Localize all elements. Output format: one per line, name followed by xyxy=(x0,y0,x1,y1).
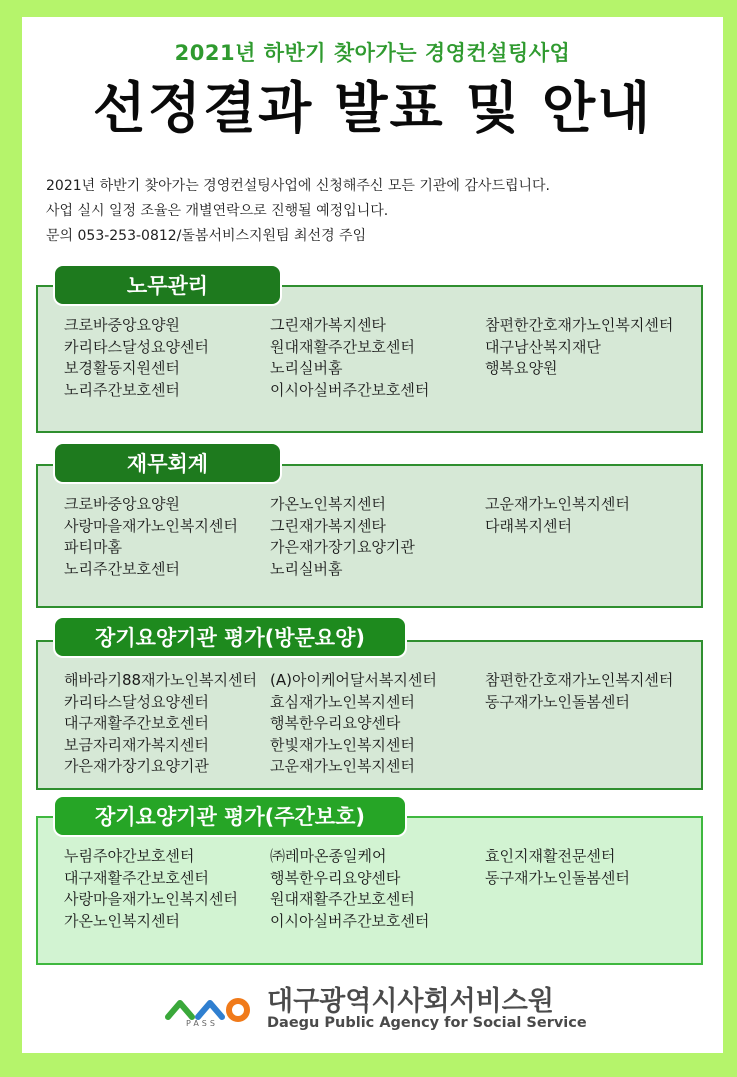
facility-item: 노리실버홈 xyxy=(270,559,343,578)
facility-column xyxy=(270,494,485,580)
facility-item: 크로바중앙요양원 xyxy=(64,495,180,513)
facility-item: 동구재가노인돌봄센터 xyxy=(485,868,630,887)
section-day-care-evaluation xyxy=(36,816,703,965)
facility-columns xyxy=(64,670,704,778)
facility-item: 다래복지센터 xyxy=(485,516,572,535)
facility-item: 그린재가복지센타 xyxy=(270,516,386,535)
intro-line: 문의 053-253-0812/돌봄서비스지원팀 최선경 주임 xyxy=(46,228,367,244)
facility-column xyxy=(485,846,695,932)
facility-item: 대구재활주간보호센터 xyxy=(64,714,209,732)
organization-name-english: Daegu Public Agency for Social Service xyxy=(267,1015,587,1031)
facility-item: 누림주야간보호센터 xyxy=(64,847,195,865)
intro-line: 사업 실시 일정 조율은 개별연락으로 진행될 예정입니다. xyxy=(46,203,389,219)
facility-column xyxy=(64,494,270,580)
facility-item: 원대재활주간보호센터 xyxy=(270,337,415,356)
facility-item: 행복한우리요양센타 xyxy=(270,868,401,887)
facility-item: 가온노인복지센터 xyxy=(64,911,180,930)
facility-column xyxy=(270,315,485,401)
facility-item: 노리주간보호센터 xyxy=(64,380,180,399)
facility-item: 카리타스달성요양센터 xyxy=(64,337,209,356)
facility-item: 가은재가장기요양기관 xyxy=(270,538,415,556)
facility-columns xyxy=(64,846,704,932)
section-label-labor: 노무관리 xyxy=(55,266,280,304)
facility-item: 참편한간호재가노인복지센터 xyxy=(485,316,674,334)
facility-item: ㈜레마온종일케어 xyxy=(270,847,387,865)
facility-item: 파티마홈 xyxy=(64,538,122,556)
organization-logo xyxy=(164,979,587,1043)
facility-column xyxy=(64,846,270,932)
intro-text xyxy=(46,174,706,249)
facility-column xyxy=(485,315,695,401)
facility-item: (A)아이케어달서복지센터 xyxy=(270,671,437,689)
facility-item: 보경활동지원센터 xyxy=(64,359,180,377)
facility-item: 참편한간호재가노인복지센터 xyxy=(485,671,674,689)
facility-item: 가온노인복지센터 xyxy=(270,495,386,513)
facility-column xyxy=(64,315,270,401)
facility-item: 노리실버홈 xyxy=(270,359,343,377)
section-labor-management xyxy=(36,285,703,433)
facility-item: 그린재가복지센타 xyxy=(270,316,386,334)
facility-columns xyxy=(64,315,704,401)
facility-columns xyxy=(64,494,704,580)
facility-column xyxy=(270,846,485,932)
facility-column xyxy=(485,494,695,580)
facility-item: 가은재가장기요양기관 xyxy=(64,757,209,775)
facility-item: 사랑마을재가노인복지센터 xyxy=(64,890,238,908)
logo-pass-text: PASS xyxy=(186,1019,218,1028)
facility-column xyxy=(270,670,485,778)
facility-item: 고운재가노인복지센터 xyxy=(270,757,415,775)
facility-item: 사랑마을재가노인복지센터 xyxy=(64,516,238,535)
facility-item: 효심재가노인복지센터 xyxy=(270,692,415,711)
section-label-home-care: 장기요양기관 평가(방문요양) xyxy=(55,618,405,656)
section-finance-accounting xyxy=(36,464,703,608)
facility-item: 효인지재활전문센터 xyxy=(485,847,616,865)
facility-item: 대구재활주간보호센터 xyxy=(64,868,209,887)
facility-item: 보금자리재가복지센터 xyxy=(64,735,209,754)
organization-name-korean: 대구광역시사회서비스원 xyxy=(267,986,554,1017)
facility-item: 한빛재가노인복지센터 xyxy=(270,735,415,754)
facility-item: 원대재활주간보호센터 xyxy=(270,890,415,908)
section-home-care-evaluation xyxy=(36,640,703,790)
facility-item: 동구재가노인돌봄센터 xyxy=(485,692,630,711)
facility-item: 노리주간보호센터 xyxy=(64,559,180,578)
page-title: 선정결과 발표 및 안내 xyxy=(92,76,653,140)
facility-item: 행복한우리요양센타 xyxy=(270,714,401,732)
facility-item: 해바라기88재가노인복지센터 xyxy=(64,671,257,689)
facility-item: 이시아실버주간보호센터 xyxy=(270,380,430,399)
facility-column xyxy=(485,670,695,778)
facility-item: 크로바중앙요양원 xyxy=(64,316,180,334)
facility-item: 행복요양원 xyxy=(485,359,558,377)
intro-line: 2021년 하반기 찾아가는 경영컨설팅사업에 신청해주신 모든 기관에 감사드립니다. xyxy=(46,178,550,194)
section-label-day-care: 장기요양기관 평가(주간보호) xyxy=(55,797,405,835)
notice-page xyxy=(22,17,723,1053)
facility-item: 고운재가노인복지센터 xyxy=(485,495,630,513)
facility-item: 대구남산복지재단 xyxy=(485,337,601,356)
section-label-finance: 재무회계 xyxy=(55,444,280,482)
subtitle: 2021년 하반기 찾아가는 경영컨설팅사업 xyxy=(174,41,571,65)
facility-column xyxy=(64,670,270,778)
facility-item: 카리타스달성요양센터 xyxy=(64,692,209,711)
facility-item: 이시아실버주간보호센터 xyxy=(270,911,430,930)
